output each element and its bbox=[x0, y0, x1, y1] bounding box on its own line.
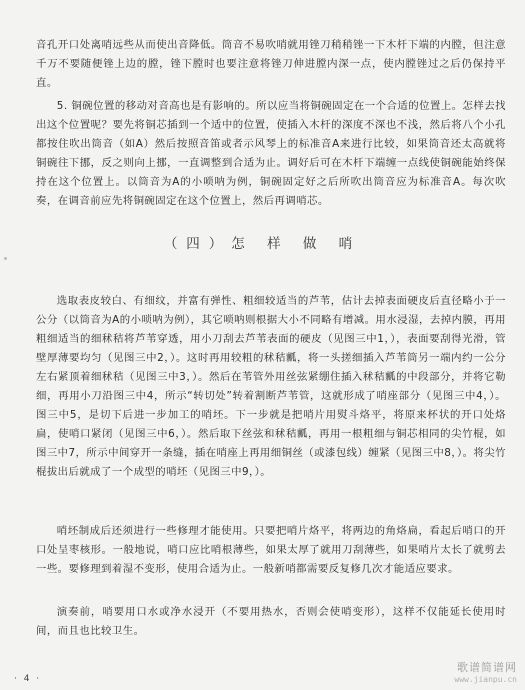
watermark-site-name: 歌谱简谱网 bbox=[457, 661, 517, 674]
watermark-url: www.jianpu.cn bbox=[454, 675, 517, 684]
site-watermark bbox=[454, 662, 517, 686]
paragraph-before-playing: 演奏前，哨要用口水或净水浸开（不要用热水，否则会使哨变形），这样不仅能延长使用时间，而且也比较卫生。 bbox=[36, 606, 506, 637]
paragraph-reed-trimming: 哨坯制成后还须进行一些修理才能使用。只要把哨片烙平，将两边的角烙扁，看起后哨口的开口处呈枣核形。一般地说，哨口应比哨根薄些，如果太厚了就用刀刮薄些，如果哨片太长了就剪去一些。要修理到着湿不变形，使用合适为止。一般新哨都需要反复修几次才能适应要求。 bbox=[36, 525, 506, 575]
scan-speck bbox=[4, 257, 7, 260]
paragraph-copper-bowl-position: 5. 铜碗位置的移动对音高也是有影响的。所以应当将铜碗固定在一个合适的位置上。怎样去找出这个位置呢？要先将铜芯插到一个适中的位置，使插入木杆的深度不深也不浅，然后将八个小孔都按住吹出筒音（如A）然后按照音笛或者示风琴上的标准音A来进行比较，如果筒音还太高就将铜碗往下挪，反之则向上挪，一直调整到合适为止。调好后可在木杆下端缠一点线使铜碗能始终保持在这个位置上。以筒音为A的小唢呐为例，铜碗固定好之后所吹出筒音应为标准音A。每次吹奏，在调音前应先将铜碗固定在这个位置上，然后再调哨芯。 bbox=[36, 100, 506, 207]
paragraph-making-reed: 选取表皮较白、有细纹，并富有弹性、粗细较适当的芦苇，估计去掉表面硬皮后直径略小于一公分（以筒音为A的小唢呐为例），其它唢呐则根据大小不同略有增减。用水浸湿，去掉内膜，再用粗细适当的细秫秸将芦苇穿透，用小刀刮去芦苇表面的硬皮（见图三中1，），表面要刮得光滑，管壁厚薄要均匀（见图三中2，）。这时再用较粗的秫秸瓤，将一头搓细插入芦苇筒另一端内约一公分左右紧顶着细秫秸（见图三中3，）。然后在苇管外用丝弦紧绷住插入秫秸瓤的中段部分，并将它勒细，再用小刀沿图三中4，所示“转切处”转着割断芦苇管，这就形成了哨座部分（见图三中4，）。图三中5，是切下后进一步加工的哨坯。下一步就是把哨片用熨斗烙平，将原来杯状的开口处烙扁，使哨口紧闭（见图三中6，）。然后取下丝弦和秫秸瓤，再用一根粗细与铜芯相同的尖竹棍，如图三中7，所示中间穿开一条缝，插在哨座上再用细铜丝（或漆包线）缠紧（见图三中8，）。将尖竹棍拔出后就成了一个成型的哨坯（见图三中9，）。 bbox=[36, 295, 506, 478]
paragraph-reed-adjustment: 音孔开口处离哨远些从而使出音降低。筒音不易吹哨就用锉刀稍稍锉一下木杆下端的内膛，但注意千万不要随便锉上边的膛，锉下膛时也要注意将锉刀伸进膛内深一点，使内膛锉过之后仍保持平直。 bbox=[36, 39, 506, 89]
page-number: · 4 · bbox=[14, 674, 42, 684]
section-heading: （四）怎 样 做 哨 bbox=[163, 236, 362, 252]
